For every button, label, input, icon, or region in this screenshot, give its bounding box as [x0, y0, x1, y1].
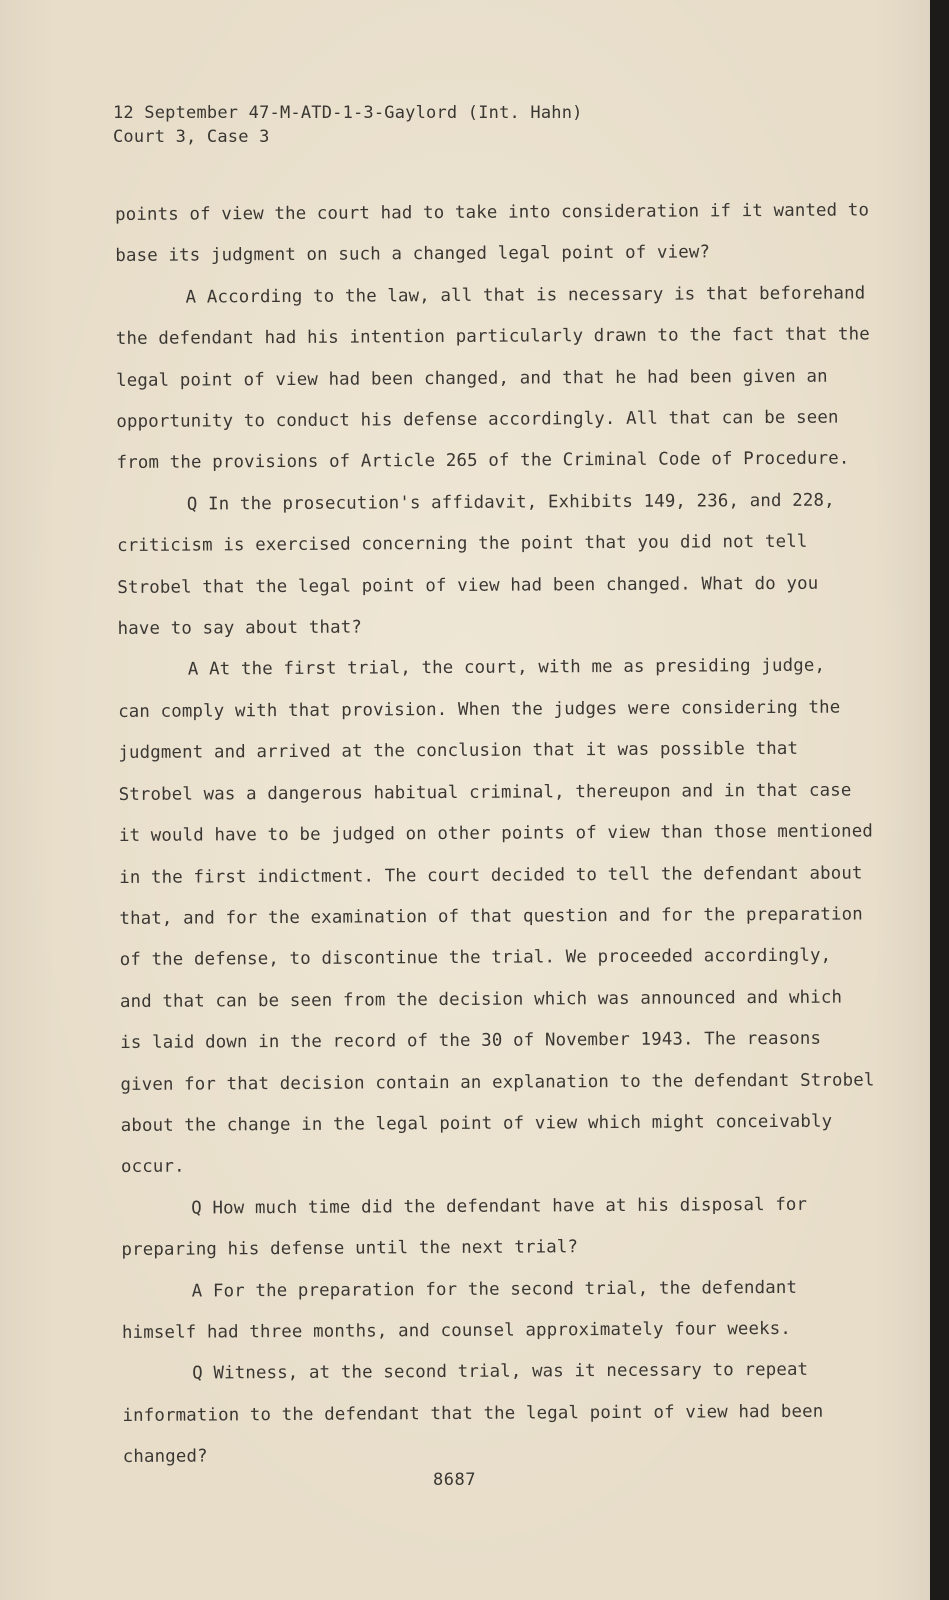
transcript-line: given for that decision contain an explanation to the defendant Strobel [120, 1069, 875, 1095]
transcript-line: Q In the prosecution's affidavit, Exhibits 149, 236, and 228, [186, 490, 835, 515]
transcript-line: and that can be seen from the decision which was announced and which [119, 987, 843, 1012]
header-line-1: 12 September 47-M-ATD-1-3-Gaylord (Int. Hahn) [113, 103, 583, 123]
transcript-line: is laid down in the record of the 30 of November 1943. The reasons [120, 1028, 822, 1054]
header-line-2: Court 3, Case 3 [113, 127, 270, 147]
transcript-line: himself had three months, and counsel approximately four weeks. [121, 1318, 792, 1343]
transcript-line: information to the defendant that the legal point of view had been [122, 1401, 824, 1426]
transcript-line: A According to the law, all that is necessary is that beforehand [185, 283, 866, 308]
transcript-line: from the provisions of Article 265 of the Criminal Code of Procedure. [116, 448, 850, 474]
transcript-line: opportunity to conduct his defense accordingly. All that can be seen [116, 407, 839, 433]
transcript-line: Strobel that the legal point of view had been changed. What do you [117, 573, 819, 598]
transcript-line: in the first indictment. The court decided to tell the defendant about [119, 862, 863, 888]
transcript-line: Q How much time did the defendant have at his disposal for [191, 1194, 808, 1219]
page-number: 8687 [433, 1470, 476, 1490]
transcript-line: A For the preparation for the second trial, the defendant [191, 1277, 798, 1302]
transcript-line: judgment and arrived at the conclusion that it was possible that [118, 739, 799, 764]
transcript-line: changed? [122, 1446, 208, 1468]
transcript-body [115, 190, 875, 1478]
transcript-line: can comply with that provision. When the judges were considering the [118, 697, 841, 722]
transcript-line: Strobel was a dangerous habitual criminal, thereupon and in that case [118, 780, 852, 805]
transcript-line: preparing his defense until the next trial? [121, 1237, 579, 1261]
transcript-line: base its judgment on such a changed legal point of view? [115, 242, 711, 267]
transcript-line: of the defense, to discontinue the trial. We proceeded accordingly, [119, 945, 832, 971]
transcript-line: points of view the court had to take into consideration if it wanted to [115, 200, 870, 225]
document-header [113, 101, 583, 149]
transcript-line: legal point of view had been changed, and that he had been given an [116, 366, 828, 391]
transcript-line: Q Witness, at the second trial, was it necessary to repeat [192, 1360, 809, 1384]
transcript-line: that, and for the examination of that question and for the preparation [119, 904, 863, 929]
transcript-line: it would have to be judged on other points of view than those mentioned [118, 821, 873, 847]
transcript-line: occur. [120, 1156, 185, 1178]
transcript-line: A At the first trial, the court, with me as presiding judge, [187, 656, 826, 681]
transcript-line: the defendant had his intention particularly drawn to the fact that the [115, 324, 870, 350]
transcript-line: criticism is exercised concerning the point that you did not tell [117, 532, 808, 557]
transcript-line: about the change in the legal point of view which might conceivably [120, 1111, 833, 1136]
transcript-line: have to say about that? [117, 617, 362, 640]
